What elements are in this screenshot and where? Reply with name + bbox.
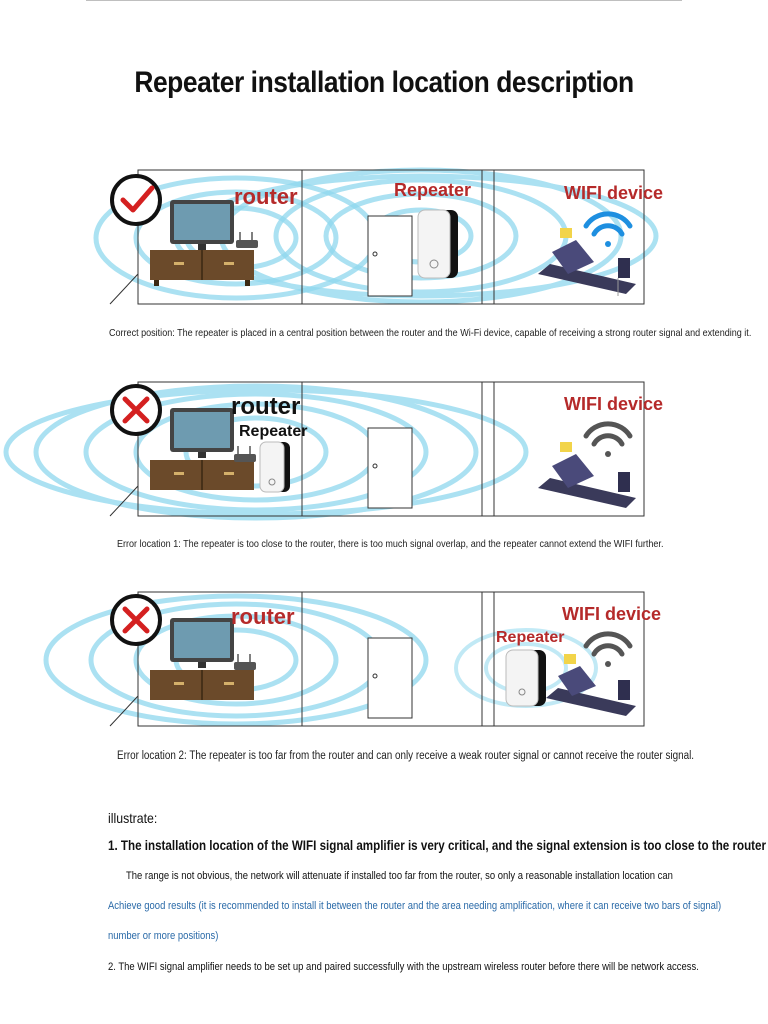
wifi-signal-icon <box>586 214 630 247</box>
cabinet-icon <box>150 670 254 700</box>
note-line-5: 2. The WIFI signal amplifier needs to be set up and paired successfully with the upstream wireless router before there will be network access. <box>108 961 699 973</box>
page-title: Repeater installation location description <box>134 66 634 99</box>
router-icon <box>234 654 256 670</box>
door <box>368 216 412 296</box>
caption-correct: Correct position: The repeater is placed in a central position between the router and the Wi-Fi device, capable of receiving a strong router signal and extending it. <box>109 327 752 339</box>
top-divider <box>86 0 682 1</box>
wifi-device-label: WIFI device <box>562 604 662 624</box>
wifi-device-label: WIFI device <box>564 394 664 414</box>
repeater-icon <box>506 650 546 706</box>
repeater-label: Repeater <box>394 180 472 200</box>
door <box>368 428 412 508</box>
repeater-label: Repeater <box>239 423 308 440</box>
note-line-4: number or more positions) <box>108 930 219 942</box>
cabinet-icon <box>150 460 254 490</box>
note-line-1: 1. The installation location of the WIFI signal amplifier is very critical, and the signal extension is too close to the router <box>108 838 767 853</box>
wifi-device-icon <box>546 654 636 716</box>
repeater-icon <box>418 210 458 278</box>
router-label: router <box>231 393 301 420</box>
wifi-device-icon <box>538 442 636 508</box>
error-cross-icon <box>112 386 160 434</box>
wifi-signal-icon <box>586 634 630 667</box>
caption-error-1: Error location 1: The repeater is too close to the router, there is too much signal overlap, and the repeater cannot extend the WIFI further. <box>117 538 664 550</box>
router-label: router <box>234 184 298 209</box>
scene-correct <box>106 166 664 308</box>
note-line-2: The range is not obvious, the network will attenuate if installed too far from the router, so only a reasonable installation location can <box>126 870 673 882</box>
tv-icon <box>170 200 234 250</box>
note-line-3: Achieve good results (it is recommended to install it between the router and the area needing amplification, where it can receive two bars of signal) <box>108 900 722 912</box>
notes-title: illustrate: <box>108 810 158 826</box>
panel-error-1 <box>106 378 664 520</box>
router-icon <box>234 446 256 462</box>
scene-error-1 <box>106 378 664 520</box>
panel-error-2 <box>106 588 662 730</box>
tv-icon <box>170 618 234 668</box>
repeater-label: Repeater <box>496 629 565 646</box>
correct-check-icon <box>112 176 160 224</box>
wifi-device-label: WIFI device <box>564 183 664 203</box>
error-cross-icon <box>112 596 160 644</box>
door <box>368 638 412 718</box>
scene-error-2 <box>106 588 662 730</box>
caption-error-2: Error location 2: The repeater is too far from the router and can only receive a weak router signal or cannot receive the router signal. <box>117 750 695 762</box>
wifi-signal-icon <box>586 424 630 457</box>
repeater-icon <box>260 442 290 492</box>
tv-icon <box>170 408 234 458</box>
router-icon <box>236 232 258 248</box>
router-label: router <box>231 604 295 629</box>
panel-correct <box>106 166 664 308</box>
